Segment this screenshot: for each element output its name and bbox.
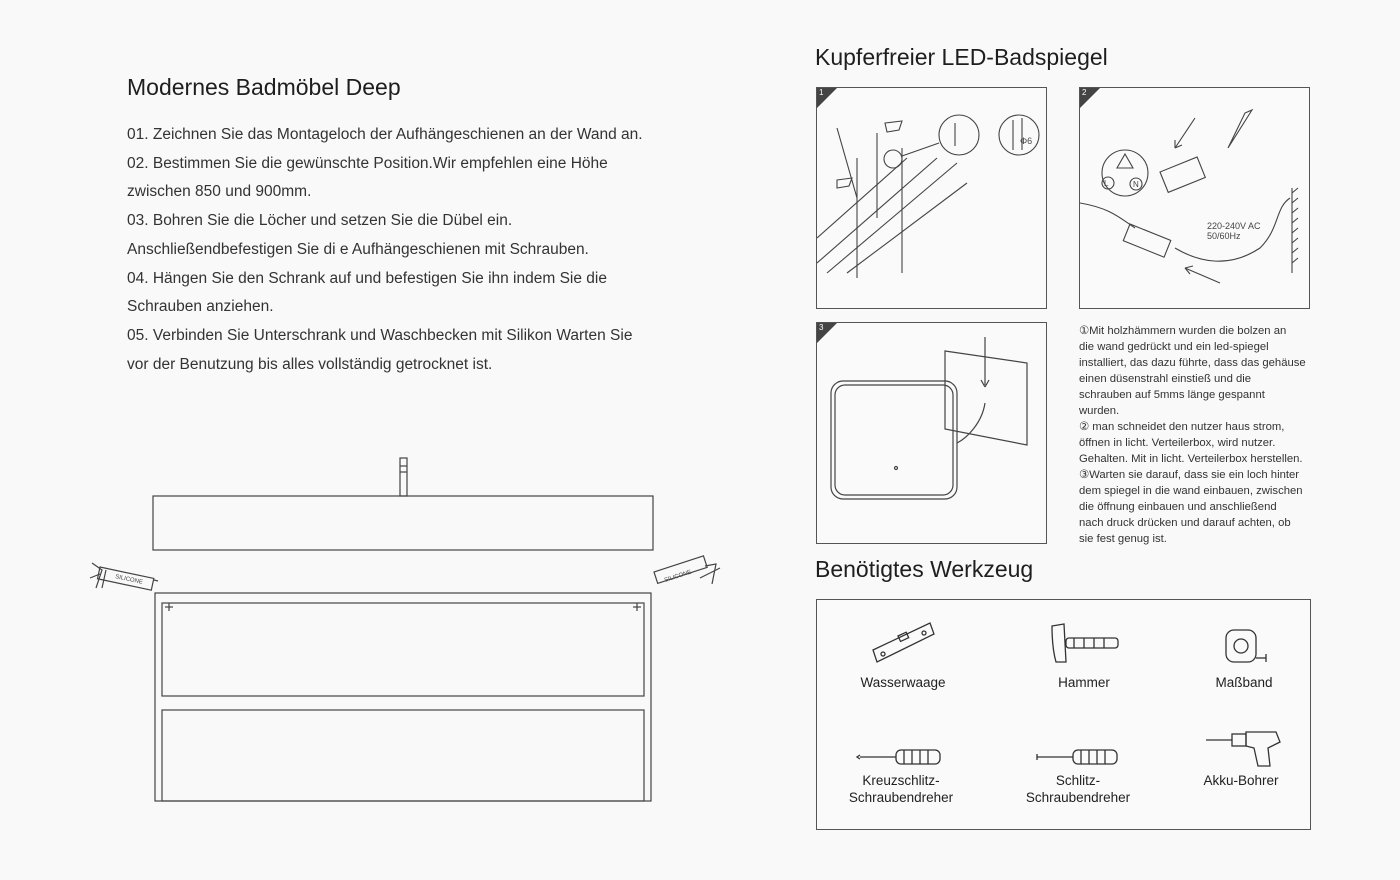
description-line: einen düsenstrahl einstieß und die bbox=[1079, 373, 1252, 385]
description-line: nach druck drücken und darauf achten, ob bbox=[1079, 517, 1291, 529]
tool-phillips-screwdriver bbox=[821, 746, 981, 806]
installation-description bbox=[1079, 323, 1341, 547]
description-line: ② man schneidet den nutzer haus strom, bbox=[1079, 421, 1285, 433]
description-line: dem spiegel in die wand einbauen, zwischen bbox=[1079, 485, 1303, 497]
tool-label: Kreuzschlitz- Schraubendreher bbox=[848, 773, 954, 805]
tools-title: Benötigtes Werkzeug bbox=[815, 556, 1034, 582]
cordless-drill-icon bbox=[1196, 728, 1286, 768]
faucet-icon bbox=[400, 458, 407, 496]
step-panel-3 bbox=[816, 322, 1047, 544]
silicone-label-right: SILICONE bbox=[663, 569, 693, 584]
tool-label: Akku-Bohrer bbox=[1203, 773, 1279, 788]
tool-flathead-screwdriver bbox=[998, 746, 1158, 806]
description-line: sie fest genug ist. bbox=[1079, 533, 1167, 545]
basin-top bbox=[153, 496, 653, 550]
led-mirror bbox=[831, 381, 957, 499]
step-line: 01. Zeichnen Sie das Montageloch der Aufhängeschienen an der Wand an. bbox=[127, 126, 643, 143]
cabinet-body bbox=[155, 593, 651, 801]
tool-spirit-level bbox=[823, 618, 983, 691]
tool-label: Schlitz- Schraubendreher bbox=[1025, 773, 1131, 805]
terminal-block bbox=[1123, 224, 1171, 257]
step-line: Anschließendbefestigen Sie di e Aufhängeschienen mit Schrauben. bbox=[127, 240, 589, 258]
step-line: 03. Bohren Sie die Löcher und setzen Sie die Dübel ein. bbox=[127, 212, 513, 230]
voltage-label: 220-240V AC bbox=[1207, 221, 1261, 231]
wall-mount-illustration bbox=[817, 88, 1046, 308]
description-line: öffnen in licht. Verteilerbox, wird nutzer. bbox=[1079, 437, 1276, 449]
phi-label: Φ6 bbox=[1020, 136, 1033, 146]
panel-number: 2 bbox=[1082, 88, 1087, 97]
frequency-label: 50/60Hz bbox=[1207, 231, 1241, 241]
tool-label: Hammer bbox=[1058, 675, 1110, 690]
detail-circle-right bbox=[999, 115, 1039, 155]
neutral-label: N bbox=[1133, 180, 1139, 189]
drawer-upper bbox=[162, 603, 644, 696]
panel-number: 3 bbox=[819, 323, 824, 332]
live-label: L bbox=[1104, 179, 1109, 188]
tool-cordless-drill bbox=[1161, 746, 1321, 789]
step-line: 05. Verbinden Sie Unterschrank und Waschbecken mit Silikon Warten Sie bbox=[127, 326, 633, 344]
wiring-illustration bbox=[1080, 88, 1309, 308]
mirror-install-illustration bbox=[817, 323, 1046, 543]
description-line: ③Warten sie darauf, dass sie ein loch hinter bbox=[1079, 469, 1300, 481]
tape-measure-icon bbox=[1214, 618, 1274, 670]
description-line: die öffnung einbauen und anschließend bbox=[1079, 501, 1277, 513]
description-line: installiert, das dazu führte, dass das gehäuse bbox=[1079, 357, 1306, 369]
hammer-icon bbox=[1044, 618, 1124, 670]
description-line: schrauben auf 5mms länge gespannt bbox=[1079, 389, 1265, 401]
step-line: 04. Hängen Sie den Schrank auf und befestigen Sie ihn indem Sie die bbox=[127, 269, 607, 287]
description-line: die wand gedrückt und ein led-spiegel bbox=[1079, 341, 1269, 353]
description-line: wurden. bbox=[1079, 405, 1120, 417]
spirit-level-icon bbox=[868, 618, 938, 670]
step-line: 02. Bestimmen Sie die gewünschte Position.Wir empfehlen eine Höhe bbox=[127, 154, 608, 172]
mirror-title: Kupferfreier LED-Badspiegel bbox=[815, 44, 1108, 70]
description-line: Gehalten. Mit in licht. Verteilerbox herstellen. bbox=[1079, 453, 1303, 465]
tool-label: Maßband bbox=[1215, 675, 1273, 690]
terminal-cover bbox=[1160, 157, 1205, 192]
detail-circle-left bbox=[939, 115, 979, 155]
description-line: ①Mit holzhämmern wurden die bolzen an bbox=[1079, 325, 1287, 337]
flathead-screwdriver-icon bbox=[1033, 746, 1123, 768]
screwdriver-icon bbox=[1228, 110, 1252, 148]
instruction-steps bbox=[127, 121, 727, 379]
tool-tape-measure bbox=[1164, 618, 1324, 691]
step-line: vor der Benutzung bis alles vollständig getrocknet ist. bbox=[127, 355, 493, 373]
tool-hammer bbox=[1004, 618, 1164, 691]
step-panel-2 bbox=[1079, 87, 1310, 309]
tools-box bbox=[816, 599, 1311, 830]
left-title: Modernes Badmöbel Deep bbox=[127, 74, 401, 100]
step-line: zwischen 850 und 900mm. bbox=[127, 183, 312, 201]
step-panel-1 bbox=[816, 87, 1047, 309]
panel-number: 1 bbox=[819, 88, 824, 97]
step-line: Schrauben anziehen. bbox=[127, 298, 274, 316]
silicone-label-left: SILICONE bbox=[114, 574, 144, 586]
tool-label: Wasserwaage bbox=[860, 675, 946, 690]
cabinet-diagram bbox=[80, 450, 730, 810]
phillips-screwdriver-icon bbox=[856, 746, 946, 768]
drawer-lower bbox=[162, 710, 644, 801]
